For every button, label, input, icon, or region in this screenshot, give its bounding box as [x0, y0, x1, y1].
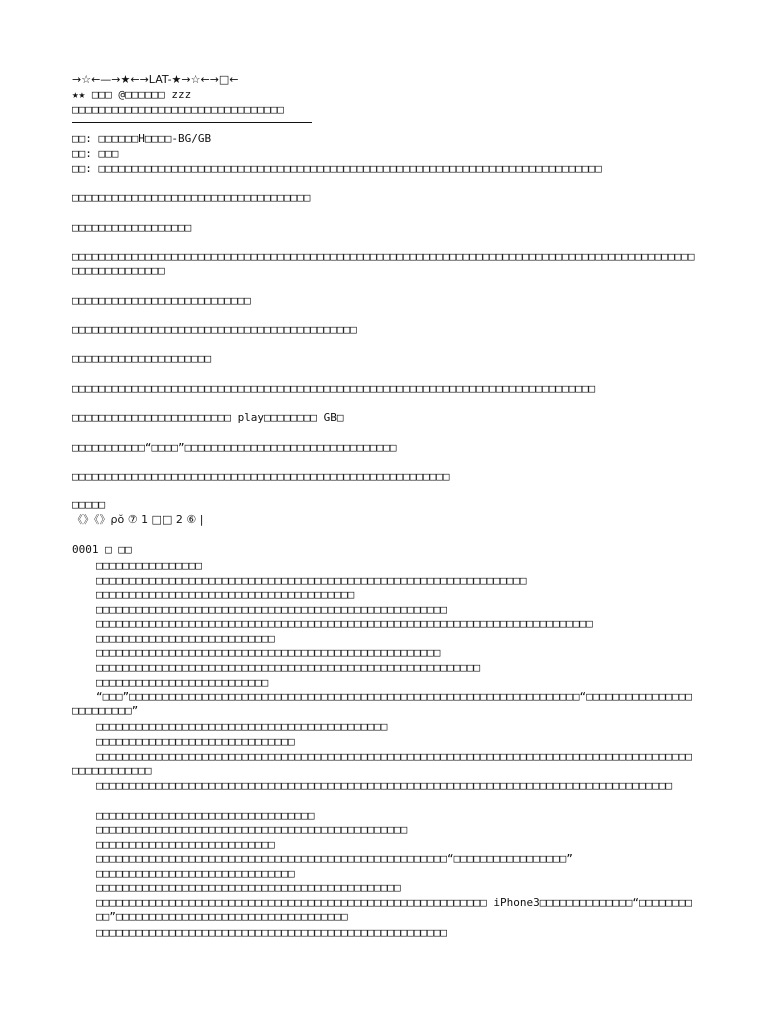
section-subheading: 《》《》ρŏ ⑦ 1 □□ 2 ⑥ | [72, 513, 204, 526]
entry-line: □□□□□□□□□□□□□□□□□□□□□□□□□□□□□□ [96, 867, 295, 880]
entry-line: “□□□”□□□□□□□□□□□□□□□□□□□□□□□□□□□□□□□□□□□□□□□□□□□□□□□□□□□□□□□□□□□□□□□□□□□□“□□□□□□□□□□□□□□□□□□□□□□□□□” [72, 690, 693, 717]
paragraph: □□□□□□□□□□□□□□□□□□□□□□□□□□□□□□□□□□□□□□□□□□□□□□□□□□□□□□□□□ [72, 470, 450, 483]
entry-line: □□□□□□□□□□□□□□□□□□□□□□□□□□□□□□□□□ [96, 809, 315, 822]
meta-line: □□: □□□ [72, 147, 119, 160]
entry-line: □□□□□□□□□□□□□□□□□□□□□□□□□□□□□□□□□□□□□□□□□□□□□□□ [96, 823, 408, 836]
paragraph: □□□□□□□□□□□□□□□□□□□□□□□□□□□□□□□□□□□□□□□□□□□ [72, 323, 357, 336]
paragraph: □□□□□□□□□□□□□□□□□□□□□□□□ play□□□□□□□□ GB□ [72, 411, 344, 424]
meta-line: □□: □□□□□□□□□□□□□□□□□□□□□□□□□□□□□□□□□□□□□□□□□□□□□□□□□□□□□□□□□□□□□□□□□□□□□□□□□□□□ [72, 162, 602, 175]
entry-line: □□□□□□□□□□□□□□□□□□□□□□□□□□□□□□□□□□□□□□□□□□□□□□□□□□□□□□□□□□□□□□□□□□□□□□□□□□□□□□□□□□□□□□□ [96, 779, 673, 792]
paragraph: □□□□□□□□□□□□□□□□□□□□□□□□□□□□□□□□□□□□□□□□□□□□□□□□□□□□□□□□□□□□□□□□□□□□□□□□□□□□□□□ [72, 382, 596, 395]
entry-line: □□□□□□□□□□□□□□□□ [96, 559, 202, 572]
entry-line: □□□□□□□□□□□□□□□□□□□□□□□□□□□□□□□□□□□□□□□ [96, 588, 355, 601]
entry-line: □□□□□□□□□□□□□□□□□□□□□□□□□□□□□□□□□□□□□□□□□□□□□□□□□□□□□□□□□□□ iPhone3□□□□□□□□□□□□□□“□□□□□□□□□□”□□□□□□□□□□□□□□□□□□□□□□□□□□□□□□□□□□□ [96, 896, 693, 923]
paragraph: □□□□□□□□□□□□□□□□□□ [72, 221, 192, 234]
paragraph: □□□□□□□□□□□“□□□□”□□□□□□□□□□□□□□□□□□□□□□□□□□□□□□□□ [72, 441, 397, 454]
entry-line: □□□□□□□□□□□□□□□□□□□□□□□□□□□□□□□□□□□□□□□□□□□□□□□□□□□□□“□□□□□□□□□□□□□□□□□” [96, 852, 573, 865]
paragraph: □□□□□□□□□□□□□□□□□□□□□ [72, 352, 212, 365]
header-ornament-line: →☆←—→★←→LAT-★→☆←→□← [72, 73, 239, 86]
paragraph: □□□□□□□□□□□□□□□□□□□□□□□□□□□ [72, 294, 251, 307]
entry-line: □□□□□□□□□□□□□□□□□□□□□□□□□□□□□□□□□□□□□□□□□□□□□□□□□□□□□□□□□□□□□□□□□□□□□□□□□□□□□□□□□□□□□□□□□□□□□□□□□□□□□□ [72, 750, 693, 777]
entry-line: □□□□□□□□□□□□□□□□□□□□□□□□□□□□□□□□□□□□□□□□□□□□□□□□□□□□□□□□□□□□□□□□□□□□□□□□□□□ [96, 617, 593, 630]
entry-line: □□□□□□□□□□□□□□□□□□□□□□□□□□□ [96, 632, 275, 645]
header-byline: ★★ □□□ @□□□□□□ zzz [72, 88, 192, 101]
entry-label: 0001 □ □□ [72, 543, 132, 556]
entry-line: □□□□□□□□□□□□□□□□□□□□□□□□□□□□□□□□□□□□□□□□□□□□□□□□□□□□ [96, 646, 441, 659]
entry-line: □□□□□□□□□□□□□□□□□□□□□□□□□□□□□□□□□□□□□□□□□□□□ [96, 720, 388, 733]
section-heading: □□□□□ [72, 498, 106, 511]
entry-line: □□□□□□□□□□□□□□□□□□□□□□□□□□ [96, 676, 269, 689]
meta-line: □□: □□□□□□H□□□□-BG/GB [72, 132, 212, 145]
paragraph: □□□□□□□□□□□□□□□□□□□□□□□□□□□□□□□□□□□□□□□□□□□□□□□□□□□□□□□□□□□□□□□□□□□□□□□□□□□□□□□□□□□□□□□□□□□□□□□□□□□□□□□□□□□□ [72, 250, 695, 277]
entry-line: □□□□□□□□□□□□□□□□□□□□□□□□□□□□□□□□□□□□□□□□□□□□□□ [96, 881, 401, 894]
entry-line: □□□□□□□□□□□□□□□□□□□□□□□□□□□ [96, 838, 275, 851]
header-title: □□□□□□□□□□□□□□□□□□□□□□□□□□□□□□□□ [72, 103, 284, 116]
entry-line: □□□□□□□□□□□□□□□□□□□□□□□□□□□□□□ [96, 735, 295, 748]
entry-line: □□□□□□□□□□□□□□□□□□□□□□□□□□□□□□□□□□□□□□□□□□□□□□□□□□□□□ [96, 926, 447, 939]
paragraph: □□□□□□□□□□□□□□□□□□□□□□□□□□□□□□□□□□□□ [72, 191, 311, 204]
entry-line: □□□□□□□□□□□□□□□□□□□□□□□□□□□□□□□□□□□□□□□□□□□□□□□□□□□□□□□□□□□□□□□□□ [96, 574, 527, 587]
entry-line: □□□□□□□□□□□□□□□□□□□□□□□□□□□□□□□□□□□□□□□□□□□□□□□□□□□□□□□□□□ [96, 661, 481, 674]
header-divider [72, 122, 312, 123]
entry-line: □□□□□□□□□□□□□□□□□□□□□□□□□□□□□□□□□□□□□□□□□□□□□□□□□□□□□ [96, 603, 447, 616]
